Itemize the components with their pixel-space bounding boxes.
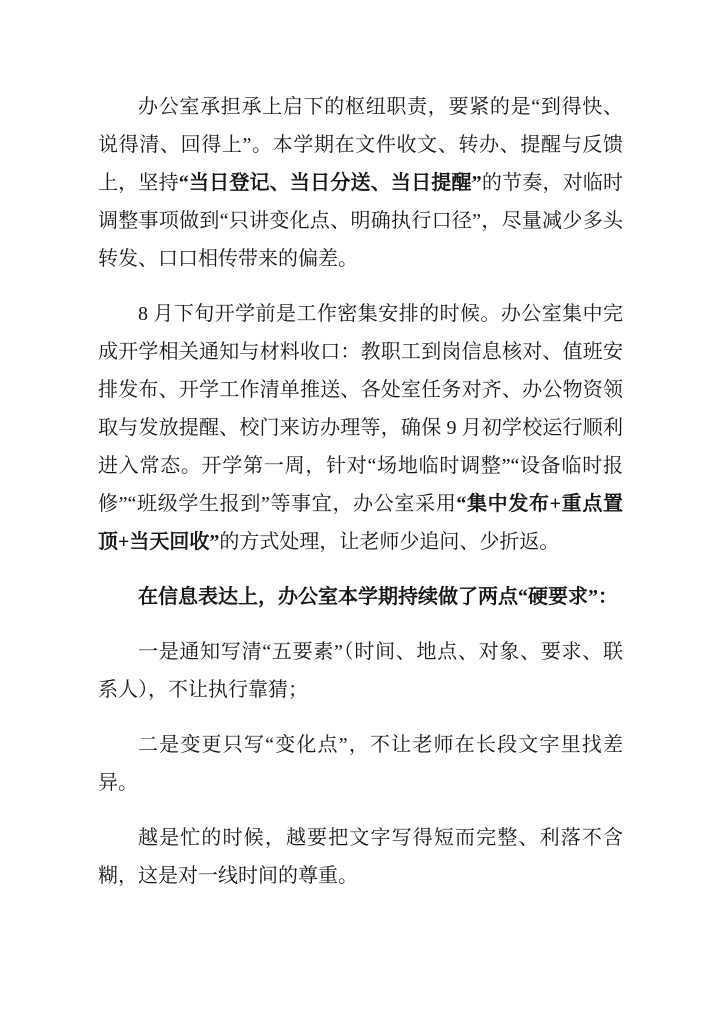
bold-text-run: 在信息表达上，办公室本学期持续做了两点“硬要求”：	[138, 586, 618, 608]
para-requirement-two	[98, 726, 623, 802]
text-run: 8 月下旬开学前是工作密集安排的时候。办公室集中完成开学相关通知与材料收口：教职工到岗信息核对、值班安排发布、开学工作清单推送、各处室任务对齐、办公物资领取与发放提醒、校门来访办理等，确保 9 月初学校运行顺利进入常态。开学第一周，针对“场地临时调整”“设备临时报修”“班级学生报到”等事宜，办公室采用	[98, 303, 623, 515]
text-run: 的方式处理，让老师少追问、少折返。	[219, 531, 560, 553]
para-august-school-opening	[98, 295, 623, 561]
para-requirement-one	[98, 633, 623, 709]
text-run: 的节奏，对临时调整事项做到“只讲变化点、明确执行口径”，尽量减少多头转发、口口相传带来的偏差。	[98, 172, 624, 270]
text-run: 越是忙的时候，越要把文字写得短而完整、利落不含糊，这是对一线时间的尊重。	[98, 827, 623, 887]
text-run: 二是变更只写“变化点”，不让老师在长段文字里找差异。	[98, 734, 623, 794]
text-run: 办公室承担承上启下的枢纽职责，要紧的是“到得快、说得清、回得上”。本学期在文件收文、转办、提醒与反馈上，坚持	[98, 96, 623, 194]
text-run: 一是通知写清“五要素”（时间、地点、对象、要求、联系人），不让执行靠猜；	[98, 641, 623, 701]
para-hard-requirements-heading	[98, 578, 623, 616]
para-closing-respect-time	[98, 819, 623, 895]
para-office-hub-duty	[98, 88, 623, 278]
bold-text-run: “当日登记、当日分送、当日提醒”	[178, 172, 482, 194]
bold-text-run: “集中发布+重点置顶+当天回收”	[98, 493, 623, 553]
document-body	[98, 88, 623, 895]
